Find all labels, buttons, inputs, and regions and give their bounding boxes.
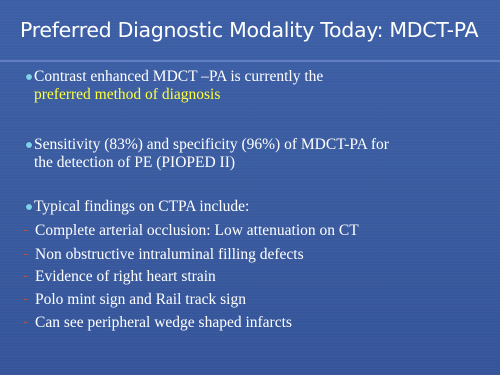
bullet-3-text: Typical findings on CTPA include: xyxy=(34,198,250,215)
finding-1-text: Complete arterial occlusion: Low attenuation on CT xyxy=(35,222,359,239)
bullet-1-highlight: preferred method of diagnosis xyxy=(34,85,221,103)
finding-5-text: Can see peripheral wedge shaped infarcts xyxy=(35,314,292,331)
bullet-1-text: Contrast enhanced MDCT –PA is currently the xyxy=(34,68,324,85)
dash-marker: - xyxy=(23,268,28,284)
finding-item-1 xyxy=(35,222,485,240)
bullet-icon xyxy=(26,74,32,80)
finding-4-text: Polo mint sign and Rail track sign xyxy=(35,291,246,308)
bullet-2-line1: Sensitivity (83%) and specificity (96%) of MDCT-PA for xyxy=(34,136,389,153)
bullet-2-line2: the detection of PE (PIOPED II) xyxy=(34,153,236,171)
dash-marker: - xyxy=(23,314,28,330)
dash-marker: - xyxy=(23,291,28,307)
bullet-icon xyxy=(26,142,32,148)
finding-item-4 xyxy=(35,291,485,309)
bullet-item-3 xyxy=(34,198,484,216)
finding-item-5 xyxy=(35,314,485,332)
slide-title: Preferred Diagnostic Modality Today: MDCT-PA xyxy=(20,18,479,42)
finding-2-text: Non obstructive intraluminal filling defects xyxy=(35,246,304,263)
finding-3-text: Evidence of right heart strain xyxy=(35,268,216,285)
bullet-item-1 xyxy=(34,68,484,103)
finding-item-3 xyxy=(35,268,485,286)
finding-item-2 xyxy=(35,246,485,264)
bullet-icon xyxy=(26,204,32,210)
dash-marker: - xyxy=(23,246,28,262)
bullet-item-2 xyxy=(34,136,484,171)
dash-marker: - xyxy=(23,222,28,238)
